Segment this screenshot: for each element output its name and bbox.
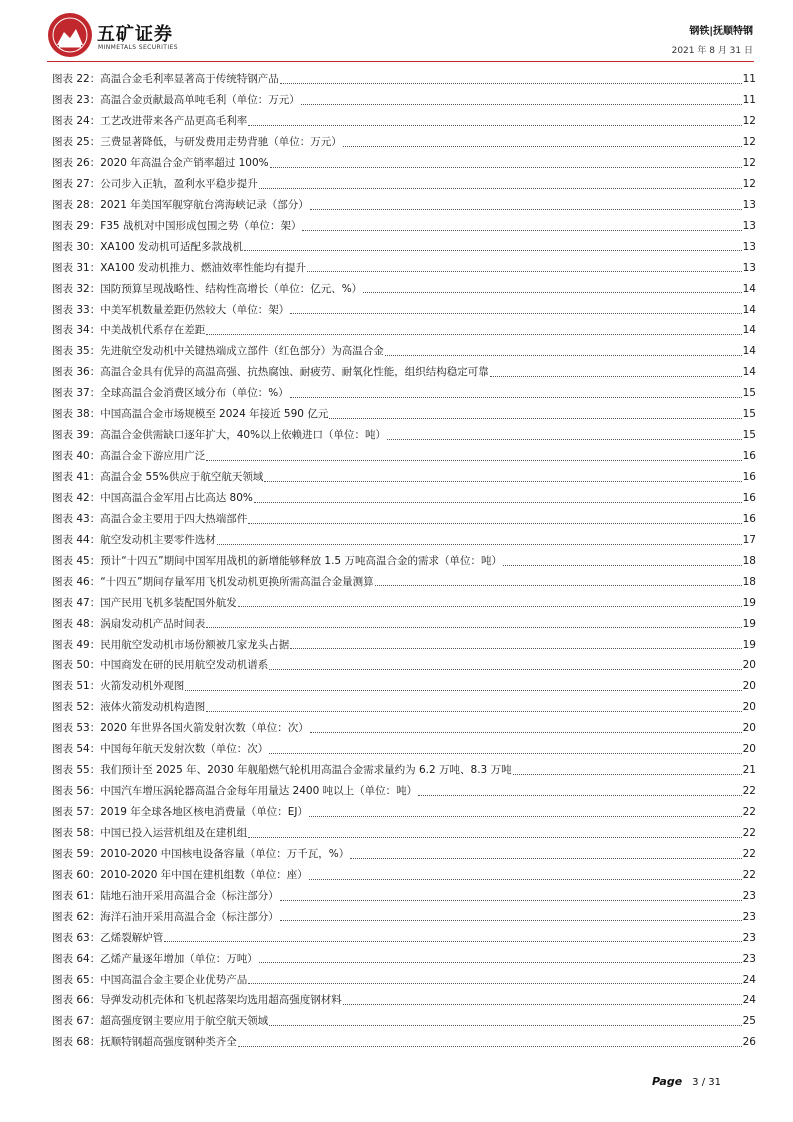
- figure-title: 乙烯裂解炉管: [100, 931, 164, 944]
- dot-leader: [254, 502, 742, 503]
- figure-title: 抚顺特钢超高强度钢种类齐全: [100, 1036, 237, 1049]
- figure-entry[interactable]: [52, 1011, 756, 1032]
- figure-title: 全球高温合金消费区域分布（单位：%）: [100, 387, 289, 400]
- figure-entry[interactable]: [52, 111, 756, 132]
- figure-page: 19: [742, 596, 756, 609]
- figure-title: XA100 发动机可适配多款战机: [100, 240, 243, 253]
- figure-page: 12: [742, 115, 756, 128]
- figure-list: [52, 69, 756, 1053]
- figure-label: 图表 46：: [52, 575, 101, 588]
- figure-title: 中美军机数量差距仍然较大（单位：架）: [100, 303, 290, 316]
- figure-page: 25: [742, 1015, 756, 1028]
- dot-leader: [329, 418, 741, 419]
- figure-entry[interactable]: [52, 844, 756, 865]
- figure-entry[interactable]: [52, 634, 756, 655]
- figure-label: 图表 49：: [52, 638, 101, 651]
- page-number: 3 / 31: [692, 1077, 721, 1088]
- figure-title: 涡扇发动机产品时间表: [100, 617, 206, 630]
- figure-page: 12: [742, 136, 756, 149]
- figure-entry[interactable]: [52, 886, 756, 907]
- figure-title: 三费显著降低，与研发费用走势背驰（单位：万元）: [100, 136, 342, 149]
- figure-label: 图表 47：: [52, 596, 101, 609]
- figure-page: 14: [742, 324, 756, 337]
- dot-leader: [385, 355, 742, 356]
- figure-entry[interactable]: [52, 907, 756, 928]
- dot-leader: [490, 376, 742, 377]
- figure-page: 18: [742, 575, 756, 588]
- dot-leader: [280, 900, 742, 901]
- figure-title: 我们预计至 2025 年、2030 年舰船燃气轮机用高温合金需求量约为 6.2 万吨、8.3 万吨: [100, 764, 512, 777]
- figure-title: F35 战机对中国形成包围之势（单位：架）: [100, 219, 302, 232]
- figure-label: 图表 57：: [52, 806, 101, 819]
- figure-title: 2021 年美国军舰穿航台湾海峡记录（部分）: [100, 198, 309, 211]
- figure-page: 19: [742, 638, 756, 651]
- dot-leader: [269, 669, 741, 670]
- figure-label: 图表 32：: [52, 282, 101, 295]
- figure-label: 图表 51：: [52, 680, 101, 693]
- figure-title: 中国商发在研的民用航空发动机谱系: [100, 659, 269, 672]
- figure-entry[interactable]: [52, 969, 756, 990]
- figure-title: 2010-2020 年中国在建机组数（单位：座）: [100, 868, 308, 881]
- dot-leader: [238, 1046, 742, 1047]
- figure-page: 22: [742, 847, 756, 860]
- figure-entry[interactable]: [52, 488, 756, 509]
- figure-label: 图表 61：: [52, 889, 101, 902]
- figure-label: 图表 59：: [52, 847, 101, 860]
- figure-label: 图表 24：: [52, 115, 101, 128]
- dot-leader: [387, 439, 742, 440]
- figure-page: 16: [742, 512, 756, 525]
- dot-leader: [244, 250, 742, 251]
- figure-entry[interactable]: [52, 195, 756, 216]
- figure-title: 海洋石油开采用高温合金（标注部分）: [100, 910, 279, 923]
- figure-entry[interactable]: [52, 948, 756, 969]
- figure-title: “十四五”期间存量军用飞机发动机更换所需高温合金量测算: [100, 575, 374, 588]
- figure-entry[interactable]: [52, 718, 756, 739]
- figure-title: 中国高温合金市场规模至 2024 年接近 590 亿元: [100, 408, 329, 421]
- figure-page: 16: [742, 491, 756, 504]
- dot-leader: [503, 565, 742, 566]
- figure-entry[interactable]: [52, 446, 756, 467]
- figure-entry[interactable]: [52, 341, 756, 362]
- figure-page: 16: [742, 450, 756, 463]
- figure-page: 21: [742, 764, 756, 777]
- figure-title: 高温合金贡献最高单吨毛利（单位：万元）: [100, 94, 300, 107]
- figure-entry[interactable]: [52, 781, 756, 802]
- figure-page: 23: [742, 910, 756, 923]
- figure-label: 图表 42：: [52, 491, 101, 504]
- figure-entry[interactable]: [52, 257, 756, 278]
- figure-title: 中国每年航天发射次数（单位：次）: [100, 743, 269, 756]
- dot-leader: [248, 983, 741, 984]
- dot-leader: [343, 146, 742, 147]
- dot-leader: [206, 711, 741, 712]
- figure-title: 先进航空发动机中关键热端成立部件（红色部分）为高温合金: [100, 345, 384, 358]
- figure-entry[interactable]: [52, 425, 756, 446]
- figure-label: 图表 36：: [52, 366, 101, 379]
- dot-leader: [248, 125, 741, 126]
- figure-title: 国防预算呈现战略性、结构性高增长（单位：亿元、%）: [100, 282, 363, 295]
- figure-entry[interactable]: [52, 551, 756, 572]
- figure-page: 22: [742, 806, 756, 819]
- figure-title: 预计“十四五”期间中国军用战机的新增能够释放 1.5 万吨高温合金的需求（单位：吨）: [100, 554, 502, 567]
- figure-page: 12: [742, 156, 756, 169]
- figure-page: 24: [742, 973, 756, 986]
- figure-page: 19: [742, 617, 756, 630]
- dot-leader: [301, 104, 742, 105]
- figure-entry[interactable]: [52, 739, 756, 760]
- figure-page: 23: [742, 952, 756, 965]
- figure-entry[interactable]: [52, 216, 756, 237]
- page-header: [0, 0, 793, 62]
- figure-entry[interactable]: [52, 990, 756, 1011]
- figure-page: 20: [742, 701, 756, 714]
- figure-page: 15: [742, 387, 756, 400]
- figure-page: 22: [742, 868, 756, 881]
- header-meta: [672, 22, 753, 56]
- figure-page: 20: [742, 659, 756, 672]
- figure-entry[interactable]: [52, 467, 756, 488]
- figure-title: 高温合金具有优异的高温高强、抗热腐蚀、耐疲劳、耐氧化性能，组织结构稳定可靠: [100, 366, 489, 379]
- figure-entry[interactable]: [52, 1032, 756, 1053]
- dot-leader: [217, 544, 742, 545]
- figure-title: 国产民用飞机多装配国外航发: [100, 596, 237, 609]
- figure-page: 14: [742, 345, 756, 358]
- figure-page: 15: [742, 408, 756, 421]
- figure-label: 图表 38：: [52, 408, 101, 421]
- figure-label: 图表 23：: [52, 94, 101, 107]
- figure-label: 图表 64：: [52, 952, 101, 965]
- figure-label: 图表 34：: [52, 324, 101, 337]
- report-category: 钢铁|抚顺特钢: [689, 26, 753, 37]
- dot-leader: [418, 795, 742, 796]
- dot-leader: [309, 816, 742, 817]
- figure-title: 高温合金 55%供应于航空航天领域: [100, 471, 264, 484]
- dot-leader: [206, 460, 741, 461]
- figure-title: 高温合金下游应用广泛: [100, 450, 206, 463]
- figure-title: 陆地石油开采用高温合金（标注部分）: [100, 889, 279, 902]
- figure-page: 20: [742, 680, 756, 693]
- figure-title: 工艺改进带来各产品更高毛利率: [100, 115, 248, 128]
- figure-title: 2020 年世界各国火箭发射次数（单位：次）: [100, 722, 309, 735]
- figure-title: 航空发动机主要零件选材: [100, 533, 216, 546]
- figure-entry[interactable]: [52, 572, 756, 593]
- figure-label: 图表 30：: [52, 240, 101, 253]
- brand-name-en: MINMETALS SECURITIES: [98, 44, 178, 51]
- figure-title: 中国已投入运营机组及在建机组: [100, 826, 248, 839]
- figure-label: 图表 48：: [52, 617, 101, 630]
- figure-entry[interactable]: [52, 676, 756, 697]
- figure-title: 公司步入正轨，盈利水平稳步提升: [100, 177, 258, 190]
- figure-title: 高温合金毛利率显著高于传统特钢产品: [100, 73, 279, 86]
- dot-leader: [307, 271, 742, 272]
- figure-title: 中美战机代系存在差距: [100, 324, 206, 337]
- dot-leader: [310, 732, 742, 733]
- figure-entry[interactable]: [52, 613, 756, 634]
- figure-label: 图表 66：: [52, 994, 101, 1007]
- dot-leader: [290, 397, 742, 398]
- figure-title: 2010-2020 中国核电设备容量（单位：万千瓦，%）: [100, 847, 350, 860]
- dot-leader: [264, 481, 741, 482]
- figure-title: 液体火箭发动机构造图: [100, 701, 206, 714]
- figure-title: 2020 年高温合金产销率超过 100%: [100, 156, 269, 169]
- dot-leader: [310, 209, 742, 210]
- figure-label: 图表 68：: [52, 1036, 101, 1049]
- dot-leader: [238, 606, 742, 607]
- figure-title: 2019 年全球各地区核电消费量（单位：EJ）: [100, 806, 308, 819]
- dot-leader: [302, 230, 741, 231]
- page-footer: [652, 1075, 721, 1088]
- figure-page: 22: [742, 785, 756, 798]
- figure-entry[interactable]: [52, 927, 756, 948]
- figure-entry[interactable]: [52, 383, 756, 404]
- figure-title: 乙烯产量逐年增加（单位：万吨）: [100, 952, 258, 965]
- figure-label: 图表 26：: [52, 156, 101, 169]
- brand-name: 五矿证券: [97, 24, 173, 45]
- figure-entry[interactable]: [52, 153, 756, 174]
- dot-leader: [185, 690, 741, 691]
- report-date: 2021 年 8 月 31 日: [671, 46, 753, 56]
- dot-leader: [280, 83, 742, 84]
- figure-entry[interactable]: [52, 132, 756, 153]
- dot-leader: [290, 313, 741, 314]
- figure-entry[interactable]: [52, 320, 756, 341]
- figure-page: 12: [742, 177, 756, 190]
- figure-title: 超高强度钢主要应用于航空航天领域: [100, 1015, 269, 1028]
- dot-leader: [363, 292, 741, 293]
- figure-page: 26: [742, 1036, 756, 1049]
- figure-label: 图表 40：: [52, 450, 101, 463]
- dot-leader: [280, 920, 742, 921]
- figure-entry[interactable]: [52, 509, 756, 530]
- figure-label: 图表 55：: [52, 764, 101, 777]
- figure-entry[interactable]: [52, 697, 756, 718]
- page-word: Page: [652, 1075, 683, 1088]
- figure-label: 图表 43：: [52, 512, 101, 525]
- figure-page: 14: [742, 282, 756, 295]
- figure-entry[interactable]: [52, 299, 756, 320]
- dot-leader: [248, 837, 741, 838]
- figure-title: 高温合金供需缺口逐年扩大，40%以上依赖进口（单位：吨）: [100, 429, 387, 442]
- dot-leader: [290, 648, 741, 649]
- dot-leader: [270, 167, 742, 168]
- figure-page: 17: [742, 533, 756, 546]
- dot-leader: [350, 858, 741, 859]
- dot-leader: [343, 1004, 742, 1005]
- figure-entry[interactable]: [52, 823, 756, 844]
- figure-title: 民用航空发动机市场份额被几家龙头占据: [100, 638, 290, 651]
- dot-leader: [206, 627, 741, 628]
- figure-page: 14: [742, 366, 756, 379]
- figure-label: 图表 39：: [52, 429, 101, 442]
- figure-label: 图表 65：: [52, 973, 101, 986]
- dot-leader: [513, 774, 742, 775]
- header-rule: [47, 61, 754, 62]
- dot-leader: [164, 941, 741, 942]
- minmetals-logo-icon: [47, 12, 93, 58]
- figure-page: 22: [742, 826, 756, 839]
- figure-label: 图表 63：: [52, 931, 101, 944]
- figure-label: 图表 27：: [52, 177, 101, 190]
- figure-label: 图表 31：: [52, 261, 101, 274]
- figure-label: 图表 60：: [52, 868, 101, 881]
- figure-entry[interactable]: [52, 592, 756, 613]
- figure-label: 图表 41：: [52, 471, 101, 484]
- figure-title: 中国汽车增压涡轮器高温合金每年用量达 2400 吨以上（单位：吨）: [100, 785, 418, 798]
- figure-page: 11: [742, 94, 756, 107]
- figure-label: 图表 52：: [52, 701, 101, 714]
- figure-label: 图表 33：: [52, 303, 101, 316]
- figure-label: 图表 44：: [52, 533, 101, 546]
- figure-page: 23: [742, 931, 756, 944]
- figure-label: 图表 22：: [52, 73, 101, 86]
- figure-page: 13: [742, 198, 756, 211]
- dot-leader: [259, 962, 742, 963]
- figure-entry[interactable]: [52, 655, 756, 676]
- figure-entry[interactable]: [52, 174, 756, 195]
- figure-title: 中国高温合金主要企业优势产品: [100, 973, 248, 986]
- figure-page: 11: [742, 73, 756, 86]
- figure-label: 图表 45：: [52, 554, 101, 567]
- figure-page: 15: [742, 429, 756, 442]
- figure-title: 导弹发动机壳体和飞机起落架均选用超高强度钢材料: [100, 994, 342, 1007]
- figure-entry[interactable]: [52, 865, 756, 886]
- figure-label: 图表 67：: [52, 1015, 101, 1028]
- figure-label: 图表 37：: [52, 387, 101, 400]
- figure-entry[interactable]: [52, 69, 756, 90]
- figure-entry[interactable]: [52, 760, 756, 781]
- figure-label: 图表 50：: [52, 659, 101, 672]
- figure-label: 图表 53：: [52, 722, 101, 735]
- figure-page: 18: [742, 554, 756, 567]
- figure-page: 14: [742, 303, 756, 316]
- figure-page: 16: [742, 471, 756, 484]
- figure-entry[interactable]: [52, 90, 756, 111]
- figure-page: 24: [742, 994, 756, 1007]
- figure-title: 高温合金主要用于四大热端部件: [100, 512, 248, 525]
- dot-leader: [248, 523, 741, 524]
- figure-title: 中国高温合金军用占比高达 80%: [100, 491, 253, 504]
- dot-leader: [206, 334, 741, 335]
- figure-page: 23: [742, 889, 756, 902]
- figure-page: 13: [742, 261, 756, 274]
- figure-label: 图表 28：: [52, 198, 101, 211]
- figure-title: 火箭发动机外观图: [100, 680, 185, 693]
- figure-entry[interactable]: [52, 362, 756, 383]
- figure-label: 图表 35：: [52, 345, 101, 358]
- figure-page: 20: [742, 722, 756, 735]
- dot-leader: [259, 188, 742, 189]
- dot-leader: [269, 753, 741, 754]
- figure-label: 图表 62：: [52, 910, 101, 923]
- figure-label: 图表 54：: [52, 743, 101, 756]
- figure-entry[interactable]: [52, 404, 756, 425]
- figure-label: 图表 56：: [52, 785, 101, 798]
- dot-leader: [375, 585, 742, 586]
- figure-label: 图表 25：: [52, 136, 101, 149]
- figure-page: 20: [742, 743, 756, 756]
- figure-label: 图表 29：: [52, 219, 101, 232]
- figure-entry[interactable]: [52, 237, 756, 258]
- figure-entry[interactable]: [52, 530, 756, 551]
- figure-page: 13: [742, 219, 756, 232]
- dot-leader: [309, 879, 742, 880]
- figure-entry[interactable]: [52, 278, 756, 299]
- figure-entry[interactable]: [52, 802, 756, 823]
- dot-leader: [269, 1025, 741, 1026]
- figure-title: XA100 发动机推力、燃油效率性能均有提升: [100, 261, 306, 274]
- figure-label: 图表 58：: [52, 826, 101, 839]
- figure-page: 13: [742, 240, 756, 253]
